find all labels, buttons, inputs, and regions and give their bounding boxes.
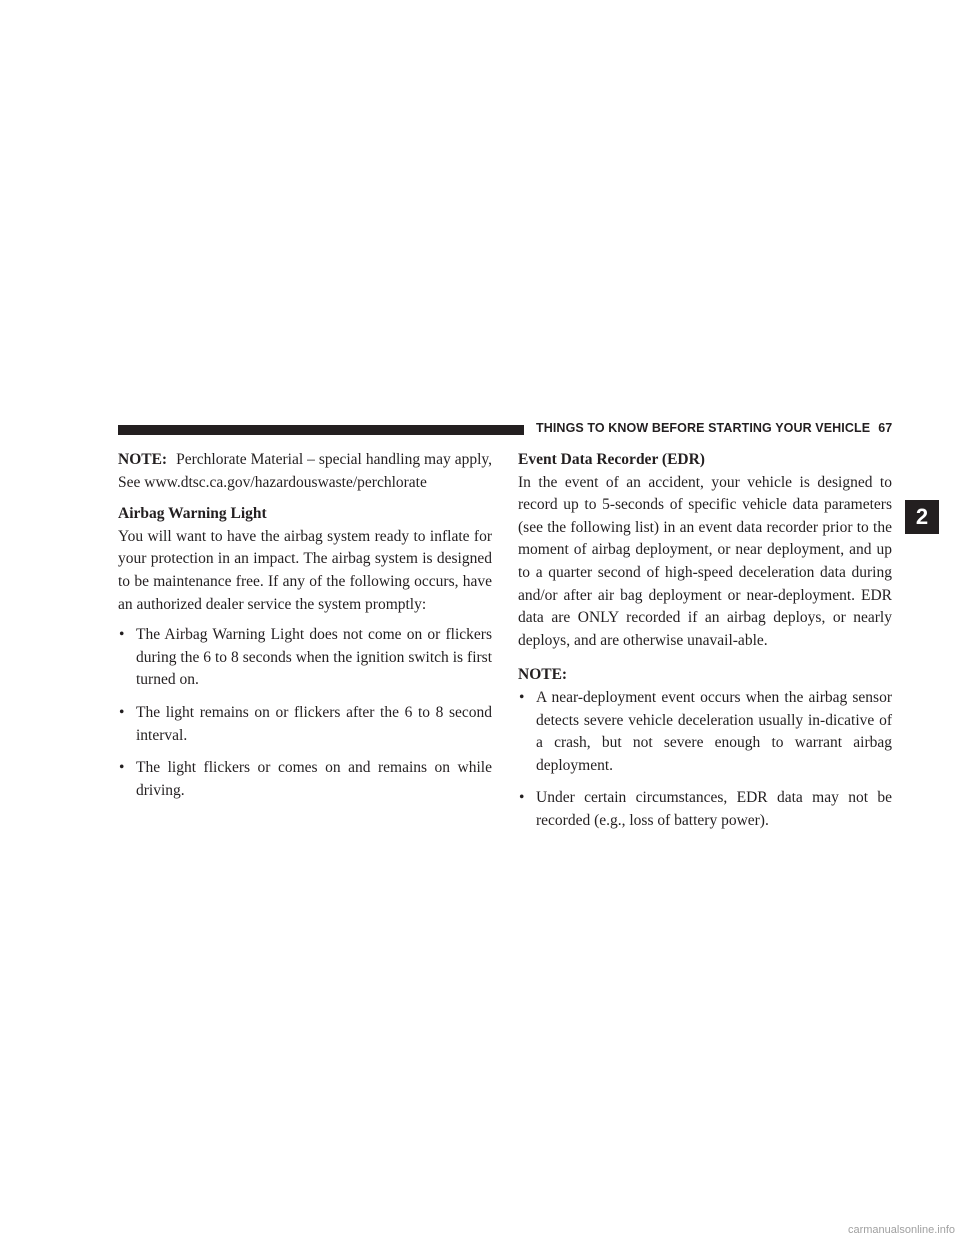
list-item-text: The Airbag Warning Light does not come on or flickers during the 6 to 8 seconds when the ignition switch is first turned on. [136,626,492,689]
edr-heading: Event Data Recorder (EDR) [518,451,705,468]
watermark: carmanualsonline.info [847,1224,955,1236]
airbag-bullet-list [118,624,492,802]
edr-intro: In the event of an accident, your vehicle is designed to record up to 5-seconds of specific vehicle data parameters (see the following list) in an event data recorder prior to the moment of airbag deployment, or near deployment, and up to a quarter second of high-speed deceleration data during and/or after air bag deployment or near-deployment. EDR data are ONLY recorded if an airbag deploys, or nearly deploys, and are otherwise unavail-able. [518,473,892,649]
list-item [118,624,492,692]
right-column [518,449,892,833]
chapter-tab: 2 [905,500,939,534]
page-number: 67 [878,421,893,435]
bullet-icon: • [519,688,525,706]
airbag-intro: You will want to have the airbag system ready to inflate for your protection in an impact. The airbag system is designed to be maintenance free. If any of the following occurs, have an authorized dealer service the system promptly: [118,527,492,613]
bullet-icon: • [519,789,525,807]
airbag-warning-heading: Airbag Warning Light [118,505,267,523]
perchlorate-note [118,449,492,494]
edr-note-label: NOTE: [518,666,568,684]
note-text: Perchlorate Material – special handling may apply, See www.dtsc.ca.gov/hazardouswaste/perchlorate [118,451,492,491]
list-item-text: The light remains on or flickers after the 6 to 8 second interval. [136,703,492,744]
list-item-text: Under certain circumstances, EDR data may not be recorded (e.g., loss of battery power). [536,789,892,829]
list-item [118,757,492,802]
section-title: THINGS TO KNOW BEFORE STARTING YOUR VEHICLE [536,421,871,435]
list-item-text: A near-deployment event occurs when the airbag sensor detects severe vehicle deceleration usually in-dicative of a crash, but not severe enough to warrant airbag deployment. [536,688,892,774]
header-rule [118,425,524,435]
list-item [518,687,892,777]
running-header [536,421,896,435]
bullet-icon: • [119,703,125,721]
list-item-text: The light flickers or comes on and remains on while driving. [136,759,492,799]
bullet-icon: • [119,759,125,777]
bullet-icon: • [119,626,125,644]
edr-bullet-list [518,687,892,833]
list-item [118,702,492,747]
list-item [518,787,892,832]
note-label: NOTE: [118,451,168,468]
left-column [118,449,492,802]
